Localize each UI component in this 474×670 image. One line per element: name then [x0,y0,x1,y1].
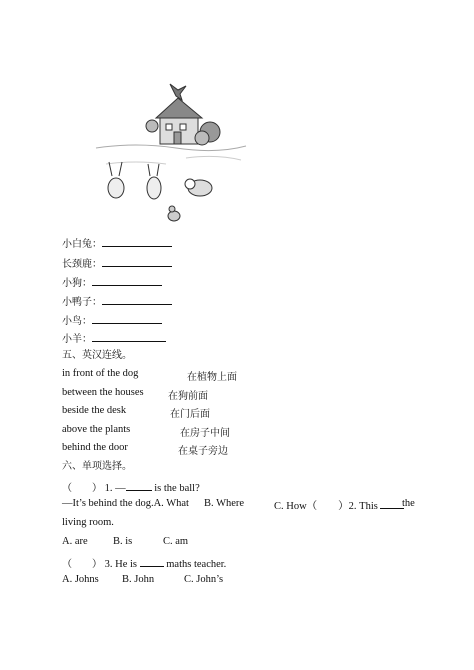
answer-blank[interactable] [380,498,404,509]
chinese-phrase: 在房子中间 [180,428,230,439]
answer-blank[interactable] [102,236,172,247]
animal-label: 小鸟： [62,316,92,327]
animal-label: 小白兔： [62,239,102,250]
animal-row [62,275,162,291]
question-text: maths teacher. [166,559,227,570]
section-6-title: 六、单项选择。 [62,461,132,472]
answer-blank[interactable] [102,256,172,267]
english-phrase: between the houses [62,387,144,398]
option-c: C. John’s [184,574,224,585]
question-text: 3. He is [104,559,137,570]
english-phrase: beside the desk [62,405,127,416]
question-1-line [62,479,200,494]
answer-blank[interactable] [126,480,152,491]
english-phrase: in front of the dog [62,368,139,379]
answer-blank[interactable] [102,294,172,305]
question-3-line [62,555,226,570]
option-a: A. Johns [62,574,99,585]
chinese-phrase: 在狗前面 [168,391,208,402]
chinese-phrase: 在桌子旁边 [178,446,228,457]
chinese-phrase: 在植物上面 [187,372,237,383]
animal-label: 长颈鹿： [62,259,102,270]
option-b: B. is [113,536,133,547]
animal-row [62,236,172,252]
animal-label: 小鸭子： [62,297,102,308]
house-animals-illustration [86,76,256,246]
option-b: B. Where [204,498,245,509]
answer-blank[interactable] [140,556,164,567]
animal-row [62,256,172,272]
question-text: the [402,498,415,509]
animal-row [62,294,172,310]
answer-paren[interactable]: （ ） [62,483,102,494]
answer-paren[interactable]: （ ） [62,559,102,570]
question-text: is the ball? [154,483,200,494]
animal-label: 小羊： [62,334,92,345]
answer-blank[interactable] [92,275,162,286]
question-text: living room. [62,517,114,528]
english-phrase: behind the door [62,442,128,453]
question-text: 1. — [104,483,126,494]
option-c: C. am [163,536,189,547]
question-2-line [274,498,404,513]
option-b: B. John [122,574,155,585]
chinese-phrase: 在门后面 [170,409,210,420]
option-a: A. are [62,536,88,547]
answer-blank[interactable] [92,313,162,324]
answer-blank[interactable] [92,331,166,342]
question-text: —It’s behind the dog.A. What [62,498,189,509]
question-text: C. How（ ）2. This [274,501,378,512]
animal-row [62,331,166,347]
section-5-title: 五、英汉连线。 [62,350,132,361]
english-phrase: above the plants [62,424,131,435]
animal-row [62,313,162,329]
animal-label: 小狗： [62,278,92,289]
